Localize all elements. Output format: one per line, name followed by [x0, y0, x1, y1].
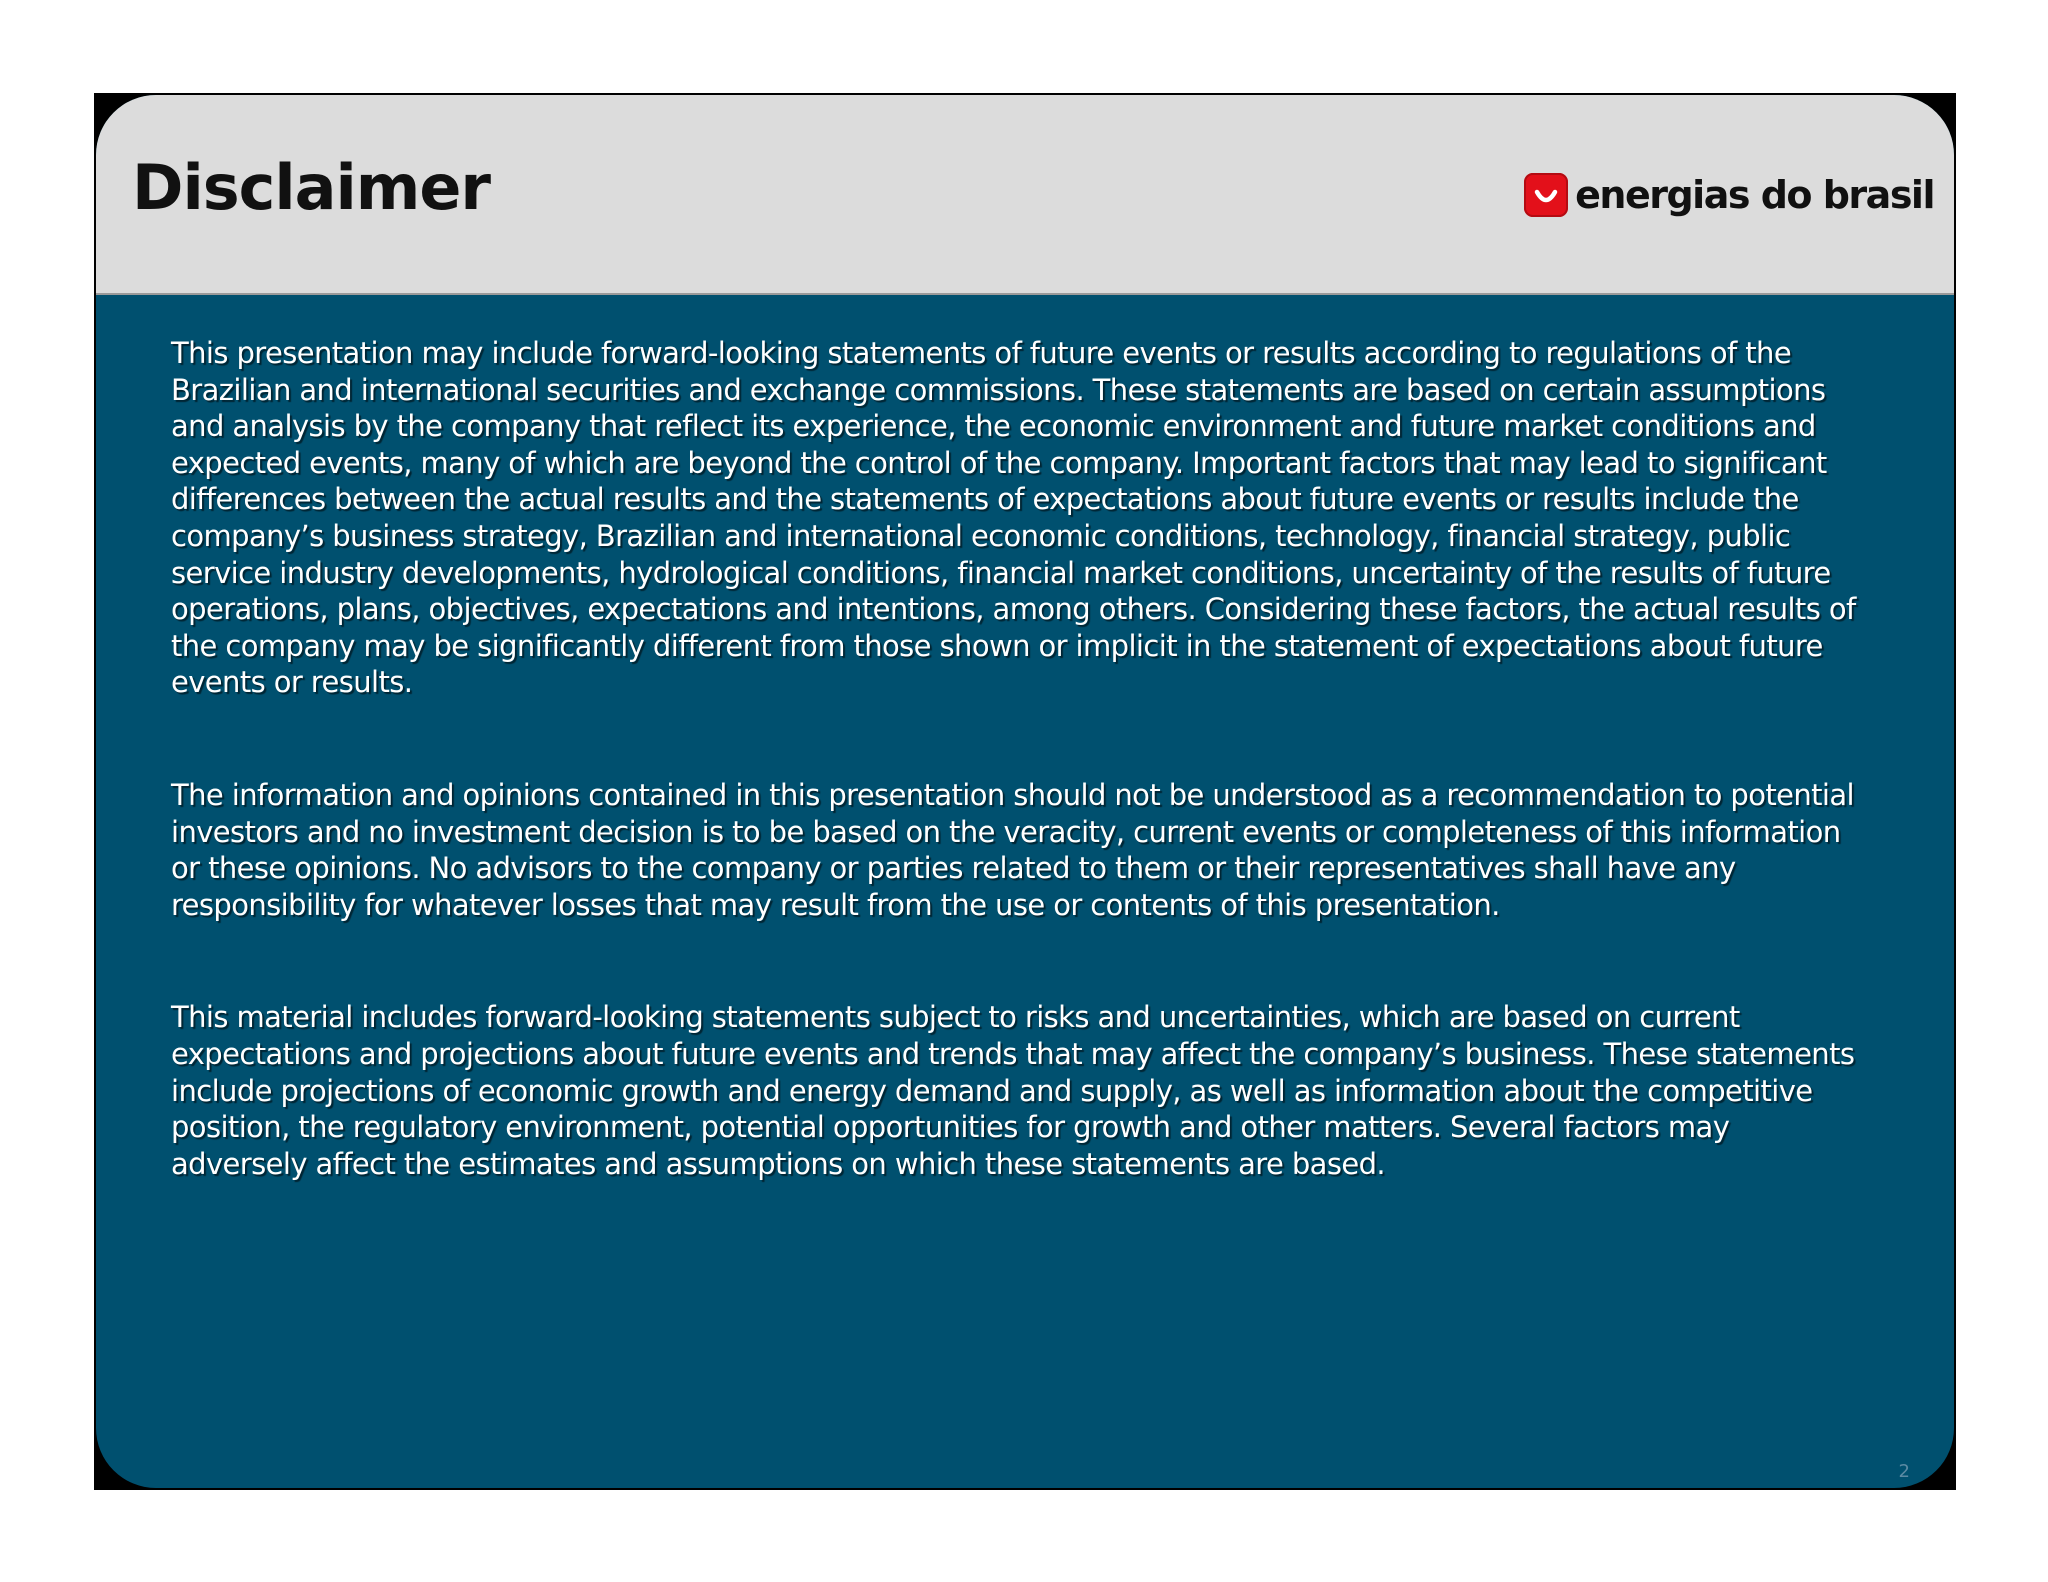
company-logo	[1524, 171, 1934, 219]
disclaimer-body	[171, 335, 1871, 1182]
slide-title: Disclaimer	[132, 151, 490, 224]
disclaimer-paragraph-2: The information and opinions contained in this presentation should not be understood as a recommendation to potential investors and no investment decision is to be based on the veracity, current events or completeness of this information or these opinions. No advisors to the company or parties related to them or their representatives shall have any responsibility for whatever losses that may result from the use or contents of this presentation.	[171, 777, 1854, 922]
logo-wordmark: energias do brasil	[1575, 173, 1934, 217]
disclaimer-paragraph-1: This presentation may include forward-looking statements of future events or results according to regulations of the Brazilian and international securities and exchange commissions. These statements are based on certain assumptions and analysis by the company that reflect its experience, the economic environment and future market conditions and expected events, many of which are beyond the control of the company. Important factors that may lead to significant differences between the actual results and the statements of expectations about future events or results include the company’s business strategy, Brazilian and international economic conditions, technology, financial strategy, public service industry developments, hydrological conditions, financial market conditions, uncertainty of the results of future operations, plans, objectives, expectations and intentions, among others. Considering these factors, the actual results of the company may be significantly different from those shown or implicit in the statement of expectations about future events or results.	[171, 336, 1856, 700]
disclaimer-paragraph-3: This material includes forward-looking statements subject to risks and uncertainties, which are based on current expectations and projections about future events and trends that may affect the company’s business. These statements include projections of economic growth and energy demand and supply, as well as information about the competitive position, the regulatory environment, potential opportunities for growth and other matters. Several factors may adversely affect the estimates and assumptions on which these statements are based.	[171, 1000, 1855, 1181]
slide	[96, 95, 1954, 1488]
smile-logo-icon	[1524, 173, 1568, 217]
page-number: 2	[1898, 1461, 1910, 1482]
slide-header	[96, 95, 1954, 295]
slide-frame	[94, 93, 1956, 1490]
